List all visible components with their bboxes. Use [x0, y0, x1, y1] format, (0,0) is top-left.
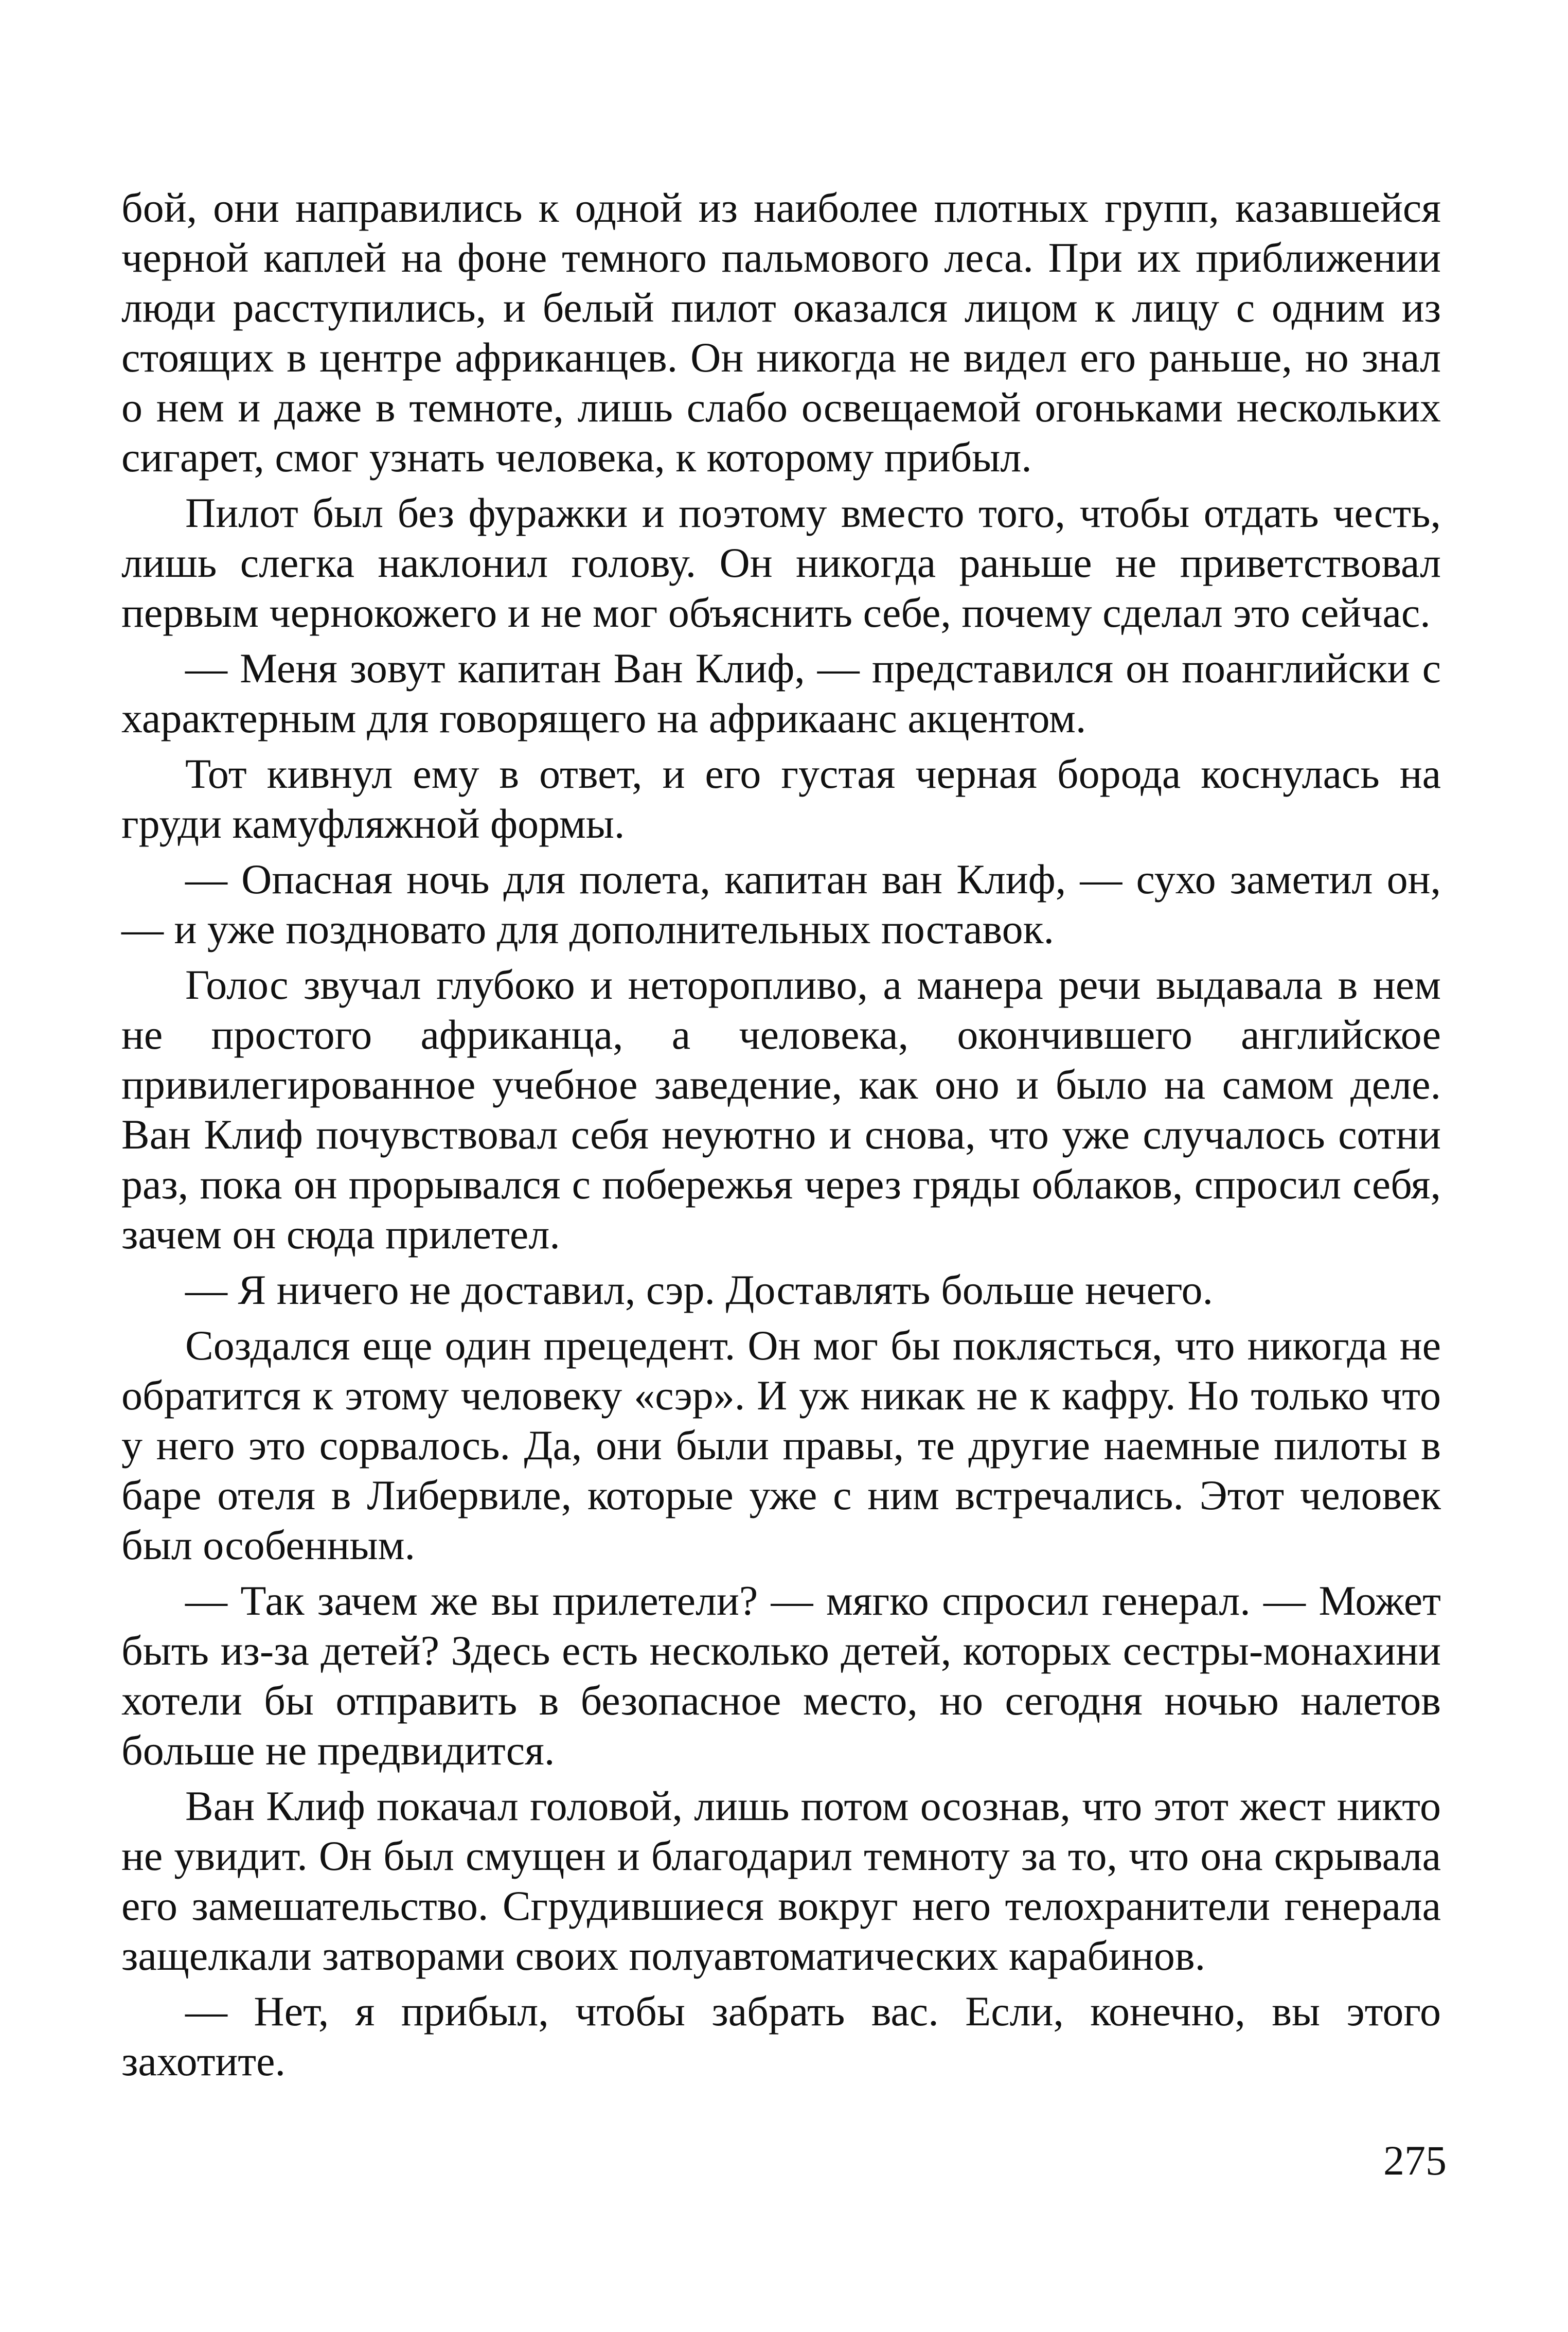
body-text [121, 183, 1441, 2092]
paragraph: Пилот был без фуражки и поэтому вместо того, чтобы отдать честь, лишь слегка наклонил голову. Он никогда раньше не приветствовал первым чернокожего и не мог объяснить себе, почему сделал это сейчас. [121, 489, 1441, 636]
paragraph: Тот кивнул ему в ответ, и его густая черная борода коснулась на груди камуфляжной формы. [121, 750, 1441, 847]
page-number: 275 [1383, 2137, 1447, 2184]
paragraph: Голос звучал глубоко и неторопливо, а манера речи выдавала в нем не простого африканца, а человека, окончившего английское привилегированное учебное заведение, как оно и было на самом деле. Ван Клиф почувствовал себя неуютно и снова, что уже случалось сотни раз, пока он прорывался с побережья через гряды облаков, спросил себя, зачем он сюда прилетел. [121, 961, 1441, 1258]
paragraph: — Так зачем же вы прилетели? — мягко спросил генерал. — Может быть из-за детей? Здесь есть несколько детей, которых сестры-монахини хотели бы отправить в безопасное место, но сегодня ночью налетов больше не предвидится. [121, 1577, 1441, 1774]
paragraph: бой, они направились к одной из наиболее плотных групп, казавшейся черной каплей на фоне темного пальмового леса. При их приближении люди расступились, и белый пилот оказался лицом к лицу с одним из стоящих в центре африканцев. Он никогда не видел его раньше, но знал о нем и даже в темноте, лишь слабо освещаемой огоньками нескольких сигарет, смог узнать человека, к которому прибыл. [121, 184, 1441, 481]
paragraph: Ван Клиф покачал головой, лишь потом осознав, что этот жест никто не увидит. Он был смущен и благодарил темноту за то, что она скрывала его замешательство. Сгрудившиеся вокруг него телохранители генерала защелкали затворами своих полуавтоматических карабинов. [121, 1782, 1441, 1979]
paragraph: — Я ничего не доставил, сэр. Доставлять больше нечего. [185, 1266, 1214, 1313]
paragraph: — Нет, я прибыл, чтобы забрать вас. Если, конечно, вы этого захотите. [121, 1988, 1441, 2084]
paragraph: — Опасная ночь для полета, капитан ван Клиф, — сухо заметил он, — и уже поздновато для дополнительных поставок. [121, 856, 1441, 952]
paragraph: — Меня зовут капитан Ван Клиф, — представился он поанглийски с характерным для говорящего на африкаанс акцентом. [121, 645, 1441, 741]
paragraph: Создался еще один прецедент. Он мог бы поклясться, что никогда не обратится к этому человеку «сэр». И уж никак не к кафру. Но только что у него это сорвалось. Да, они были правы, те другие наемные пилоты в баре отеля в Либервиле, которые уже с ним встречались. Этот человек был особенным. [121, 1322, 1441, 1568]
